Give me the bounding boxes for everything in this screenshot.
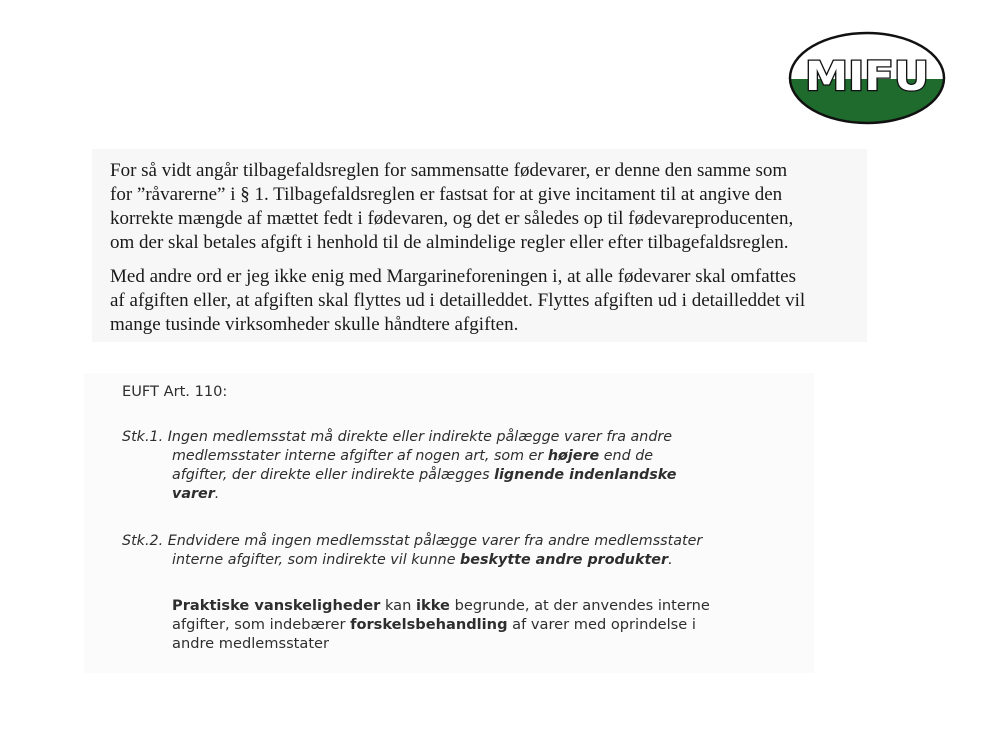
- stk2-line1: Stk.2. Endvidere må ingen medlemsstat pålægge varer fra andre medlemsstater: [122, 533, 703, 549]
- paragraph1-line3: korrekte mængde af mættet fedt i fødevaren, og det er således op til fødevareproducenten,: [110, 208, 794, 229]
- letter-excerpt: [92, 149, 867, 342]
- practical-difficulties: Praktiske vanskeligheder: [172, 597, 381, 614]
- stk2-protect-products: beskytte andre produkter: [460, 552, 669, 568]
- stk1-similar-domestic: lignende indenlandske: [494, 467, 677, 483]
- paragraph1-line4: om der skal betales afgift i henhold til de almindelige regler eller efter tilbagefaldsreglen.: [110, 232, 789, 253]
- stk2-line2: interne afgifter, som indirekte vil kunne beskytte andre produkter.: [172, 552, 673, 568]
- stk1-higher: højere: [547, 448, 600, 464]
- paragraph2-line2: af afgiften eller, at afgiften skal flyttes ud i detailleddet. Flyttes afgiften ud i detailleddet vil: [110, 290, 806, 311]
- mifu-logo: [787, 30, 947, 126]
- article-heading: EUFT Art. 110:: [122, 383, 228, 400]
- paragraph1-line2: for ”råvarerne” i § 1. Tilbagefaldsreglen er fastsat for at give incitament til at angive den: [110, 184, 783, 205]
- practical-line2: afgifter, som indebærer forskelsbehandling af varer med oprindelse i: [172, 616, 696, 633]
- logo-text: MIFU: [805, 54, 929, 100]
- practical-line1: Praktiske vanskeligheder kan ikke begrunde, at der anvendes interne: [172, 597, 710, 614]
- paragraph2-line1: Med andre ord er jeg ikke enig med Margarineforeningen i, at alle fødevarer skal omfattes: [110, 266, 797, 287]
- stk1-line1: Stk.1. Ingen medlemsstat må direkte eller indirekte pålægge varer fra andre: [122, 429, 673, 445]
- stk1-line2: medlemsstater interne afgifter af nogen art, som er højere end de: [172, 448, 654, 464]
- stk1-line3: afgifter, der direkte eller indirekte pålægges lignende indenlandske: [172, 467, 677, 483]
- paragraph1-line1: For så vidt angår tilbagefaldsreglen for sammensatte fødevarer, er denne den samme som: [110, 160, 788, 181]
- practical-line3: andre medlemsstater: [172, 635, 330, 652]
- discrimination: forskelsbehandling: [350, 616, 508, 633]
- stk1-line4: varer.: [172, 486, 220, 502]
- paragraph2-line3: mange tusinde virksomheder skulle håndtere afgiften.: [110, 314, 519, 335]
- euft-article-excerpt: [84, 373, 814, 673]
